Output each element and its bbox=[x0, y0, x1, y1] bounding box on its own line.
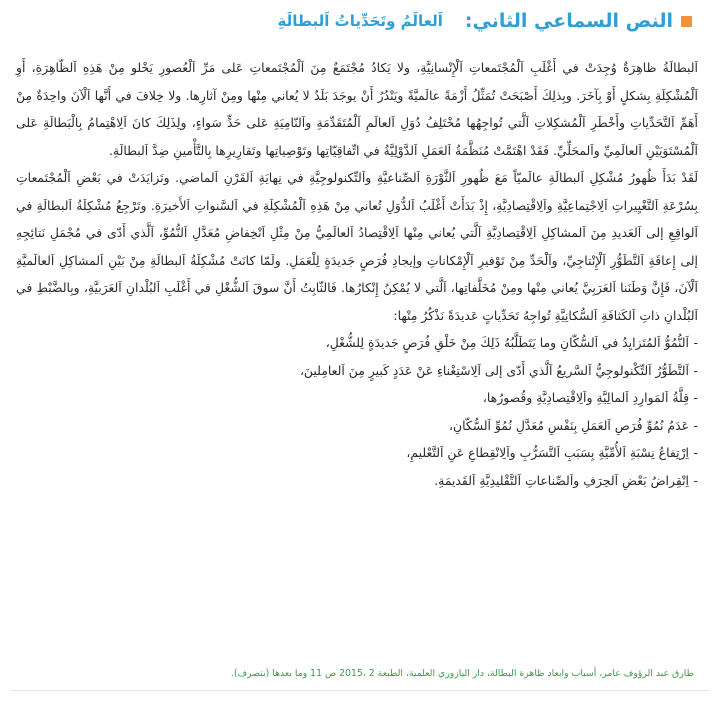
paragraph-1: اَلبطالَةُ ظاهِرَةٌ وُجِدَتْ في أَغْلَبِ اَلْمُجْتَمعاتِ اَلْإِنْسانِيَّةِ، ولا يَكادُ مُجْتَمَعٌ مِنَ اَلْمُجْتَمعاتِ عَلى مَرِّ اَلْعُصورِ يَخْلو مِنْ هَذِهِ اَلظّاهِرَةِ، أَوِ اَلْمُشْكِلَةِ بِشكلٍ أَوْ بِآخَرَ. وبِذلِكَ أَصْبَحَتْ تُمَثِّلُ أَزْمَةً عالَميَّةً ويَنْدُرُ أَنْ يوجَدَ بَلَدٌ لا يُعاني مِنْها ومِنْ آثارِها. ولا خِلافَ في أَنَّها اَلْآنَ واحِدَةٌ مِنْ أَهَمِّ اَلتَّحَدِّياتِ وأَخْطَرِ اَلْمُشكِلاتِ اَلَّتي تُواجِهُها مُخْتَلِفُ دُوَلِ اَلعالَمِ اَلْمُتَقَدِّمَةِ واَلنّامِيَةِ عَلى حَدٍّ سَواءٍ، ولِذَلِكَ كانَ اَلِاهْتِمامُ بِالْبَطالَةِ عَلى اَلْمُسْتَوَيَيْنِ اَلعالَمِيِّ واَلمحَلِّيِّ. فَقَدْ اهْتَمَّتْ مُنَظَّمَةُ اَلعَمَلِ اَلدَّوْلِيَّةُ في اتِّفاقِيّاتِها وتَوْصِياتِها وتَقارِيرِها بِالتَّأْمينِ ضِدَّ اَلبطالَةِ. bbox=[16, 60, 698, 158]
list-item: - اِرْتِفاعُ نِسْبَةِ اَلأُمِّيَّةِ بِسَبَبِ اَلتَّسَرُّبِ واَلِانْقِطاعِ عَنِ اَلتَّعْليمِ، bbox=[16, 439, 698, 467]
text-body bbox=[16, 54, 698, 494]
list-item: - عَدَمُ نُمُوِّ فُرَصِ اَلعَمَلِ بِنَفْسِ مُعَدَّلِ نُمُوِّ اَلسُّكّانِ، bbox=[16, 412, 698, 440]
text-title: اَلعالَمُ وتَحَدِّياتُ اَلبطالَةِ bbox=[277, 12, 443, 30]
list-item: - اَلتَّطَوُّرُ اَلتِّكْنولوجِيُّ اَلسَّريعُ اَلَّذي أَدّى إلى اَلِاسْتِغْناءِ عَنْ عَدَدٍ كَبيرٍ مِنَ اَلعامِلينَ، bbox=[16, 357, 698, 385]
section-marker-icon bbox=[681, 16, 692, 27]
source-citation: طارق عبد الرؤوف عامر، أسباب وابعاد ظاهرة البطالة، دار اليازوري العلمية، الطبعة 2 ،2015 ص 11 وما بعدها (بتصرف). bbox=[230, 668, 694, 679]
list-item: - قِلَّةُ اَلمَوارِدِ اَلمالِيَّةِ واَلِاقْتِصادِيَّةِ وقُصورُها، bbox=[16, 384, 698, 412]
challenges-list bbox=[16, 329, 698, 494]
paragraph-2: لَقَدْ بَدَأَ ظُهورُ مُشْكِلِ اَلبطالَةِ عالَميّاً مَعَ ظُهورِ اَلثَّوْرَةِ اَلصِّناعيَّةِ واَلتِّكنولوجِيَّةِ في نِهايَةِ اَلقَرْنِ اَلماضي. وتَزايَدَتْ في بَعْضِ اَلْمُجْتَمعاتِ بِسُرْعَةِ اَلتَّغْيِيراتِ اَلِاجْتِماعِيَّةِ واَلِاقْتِصادِيَّةِ، إِذْ بَدَأَتْ أَغْلَبُ اَلدُّوَلِ تُعاني مِنْ هَذِهِ اَلْمُشْكِلَةِ في اَلسَّنواتِ اَلأَخيرَةِ. وتَرْجِعُ مُشْكِلَةُ اَلبطالَةِ في اَلواقِعِ إلى اَلعَديدِ مِنَ اَلمشاكِلِ اَلِاقْتِصادِيَّةِ اَلَّتي يُعاني مِنْها اَلِاقْتِصادُ اَلعالَمِيُّ مِنْ مِثْلِ اَنْخِفاضِ مُعَدَّلِ اَلنُّمُوِّ، اَلَّذي أَدّى في مُجْمَلِ نَتائِجِهِ إلى إِعاقَةِ اَلتَّطَوُّرِ اَلْإِنْتاجِيِّ، واَلْحَدِّ مِنْ تَوْفيرِ اَلْإِمْكاناتِ وإيجادِ فُرَصٍ جَديدَةٍ لِلْعَمَلِ. ولَمّا كانَتْ مُشْكِلَةُ اَلبطالَةِ مِنْ بَيْنِ اَلمشاكِلِ اَلعالَميَّةِ اَلْآنَ، فَإِنَّ وَطَنَنا اَلعَرَبِيَّ يُعاني مِنْها ومِنْ مُخَلَّفاتِها، اَلَّتي لا يُمْكِنُ إِنْكارُها. فَالثّابِتُ أَنَّ سوقَ اَلشُّغْلِ في أَغْلَبِ اَلبُلْدانِ اَلعَرَبيَّةِ، وبِالضَّبْطِ في اَلبُلْدانِ ذاتِ اَلكَثافَةِ اَلسُّكانِيَّةِ تُواجِهُ تَحَدِّياتٍ عَديدَةً نَذْكُرُ مِنْها: bbox=[16, 170, 698, 323]
section-header bbox=[278, 10, 692, 32]
list-item: - اَلنُّمُوُّ اَلمُتَزايِدُ في اَلسُّكّانِ وما يَتَطَلَّبُهُ ذَلِكَ مِنْ خَلْقِ فُرَصٍ جَديدَةٍ لِلشُّغْلِ، bbox=[16, 329, 698, 357]
list-item: - اِنْقِراضُ بَعْضِ اَلحِرَفِ واَلصِّناعاتِ اَلتَّقْليدِيَّةِ اَلقَديمَةِ. bbox=[16, 467, 698, 495]
bottom-divider bbox=[10, 690, 710, 691]
section-label: النص السماعي الثاني: bbox=[464, 10, 673, 32]
